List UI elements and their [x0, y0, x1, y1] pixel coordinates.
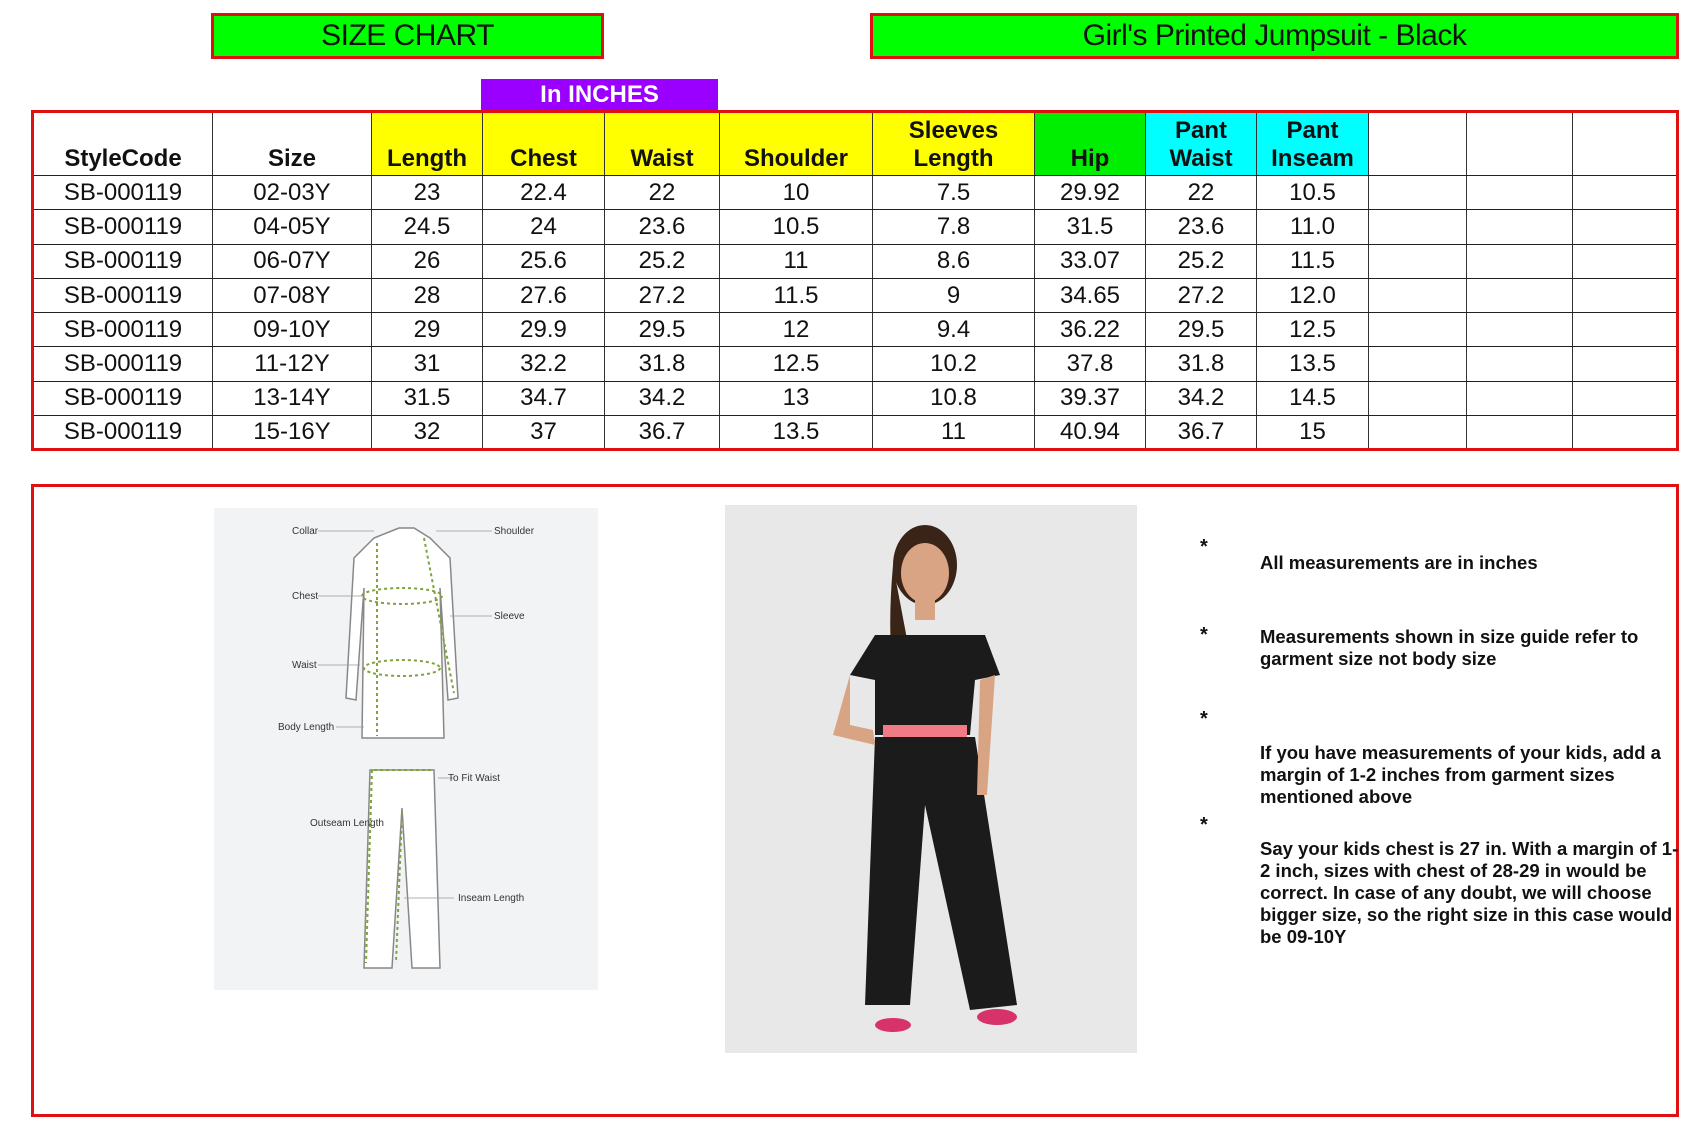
bullet-icon: * [1200, 536, 1208, 558]
note-text: Measurements shown in size guide refer to garment size not body size [1260, 626, 1639, 669]
table-cell: SB-000119 [33, 278, 213, 312]
table-cell: 06-07Y [213, 244, 372, 278]
column-header: Size [213, 112, 372, 176]
table-cell: 7.5 [873, 176, 1035, 210]
column-header: Waist [605, 112, 720, 176]
table-row [33, 347, 1678, 381]
table-cell: 11 [873, 416, 1035, 450]
table-header-row [33, 112, 1678, 176]
table-cell: 15 [1257, 416, 1369, 450]
table-cell: 11 [720, 244, 873, 278]
diagram-label-outseam: Outseam Length [310, 818, 384, 829]
table-row [33, 244, 1678, 278]
table-cell: 36.7 [1146, 416, 1257, 450]
column-header [1573, 112, 1678, 176]
diagram-label-body-length: Body Length [278, 722, 335, 733]
table-cell: 26 [372, 244, 483, 278]
table-cell: 29.5 [605, 313, 720, 347]
table-cell: SB-000119 [33, 244, 213, 278]
column-header: Hip [1035, 112, 1146, 176]
table-cell [1573, 278, 1678, 312]
table-row [33, 210, 1678, 244]
table-cell [1369, 278, 1467, 312]
table-cell: 31.5 [1035, 210, 1146, 244]
table-cell: 31.5 [372, 381, 483, 415]
table-cell: 13.5 [1257, 347, 1369, 381]
measurement-diagram [214, 508, 598, 990]
table-cell: SB-000119 [33, 176, 213, 210]
table-cell [1467, 278, 1573, 312]
table-cell: 22 [605, 176, 720, 210]
table-cell [1573, 416, 1678, 450]
table-cell: SB-000119 [33, 210, 213, 244]
table-cell: 40.94 [1035, 416, 1146, 450]
table-cell [1467, 313, 1573, 347]
product-title [870, 13, 1679, 59]
table-cell: 7.8 [873, 210, 1035, 244]
table-cell: 27.6 [483, 278, 605, 312]
table-cell [1573, 176, 1678, 210]
table-cell: 25.2 [1146, 244, 1257, 278]
table-cell: 11.0 [1257, 210, 1369, 244]
table-cell [1369, 416, 1467, 450]
column-header [1467, 112, 1573, 176]
table-cell: 34.2 [605, 381, 720, 415]
table-cell: 36.22 [1035, 313, 1146, 347]
table-cell [1573, 381, 1678, 415]
table-cell: 31.8 [605, 347, 720, 381]
table-cell: 10.2 [873, 347, 1035, 381]
table-cell: 32.2 [483, 347, 605, 381]
table-cell: 24 [483, 210, 605, 244]
diagram-label-to-fit-waist: To Fit Waist [448, 773, 500, 784]
table-cell [1369, 381, 1467, 415]
table-cell: 34.2 [1146, 381, 1257, 415]
table-cell: 09-10Y [213, 313, 372, 347]
table-cell: 36.7 [605, 416, 720, 450]
column-header: Shoulder [720, 112, 873, 176]
units-badge: In INCHES [481, 79, 718, 110]
column-header: Sleeves Length [873, 112, 1035, 176]
table-cell [1369, 313, 1467, 347]
table-cell: 10 [720, 176, 873, 210]
table-cell [1573, 313, 1678, 347]
table-cell [1369, 176, 1467, 210]
table-cell: 27.2 [605, 278, 720, 312]
table-cell: 22 [1146, 176, 1257, 210]
diagram-label-sleeve: Sleeve [494, 611, 525, 622]
note-text: Say your kids chest is 27 in. With a margin of 1-2 inch, sizes with chest of 28-29 in would be correct. In case of any doubt, we will choose bigger size, so the right size in this case would be 09-10Y [1260, 838, 1679, 947]
table-cell: SB-000119 [63, 418, 183, 446]
table-cell: 28 [372, 278, 483, 312]
table-cell: 11-12Y [213, 347, 372, 381]
table-cell [1467, 381, 1573, 415]
note-text: If you have measurements of your kids, add a margin of 1-2 inches from garment sizes mentioned above [1260, 742, 1661, 807]
table-cell: 22.4 [483, 176, 605, 210]
diagram-label-collar: Collar [292, 526, 319, 537]
table-cell [1467, 244, 1573, 278]
table-cell [1467, 176, 1573, 210]
table-cell: 14.5 [1257, 381, 1369, 415]
table-cell: 34.7 [483, 381, 605, 415]
table-cell: 9.4 [873, 313, 1035, 347]
size-chart-label: SIZE CHART [321, 19, 494, 52]
table-cell: 02-03Y [213, 176, 372, 210]
table-cell: 12.5 [720, 347, 873, 381]
bullet-icon: * [1200, 624, 1208, 646]
column-header: StyleCode [33, 112, 213, 176]
table-cell [1573, 210, 1678, 244]
table-cell [1467, 210, 1573, 244]
column-header: Chest [483, 112, 605, 176]
table-cell: SB-000119 [33, 313, 213, 347]
table-cell: 12.0 [1257, 278, 1369, 312]
column-header: Pant Waist [1146, 112, 1257, 176]
table-cell: 25.6 [483, 244, 605, 278]
diagram-label-chest: Chest [292, 591, 319, 602]
table-cell: 37 [483, 416, 605, 450]
table-cell: SB-000119 [33, 381, 213, 415]
table-cell: 27.2 [1146, 278, 1257, 312]
column-header [1369, 112, 1467, 176]
table-row [33, 176, 1678, 210]
table-cell: 29.5 [1146, 313, 1257, 347]
table-cell: 39.37 [1035, 381, 1146, 415]
table-cell: 9 [873, 278, 1035, 312]
table-cell: 11.5 [1257, 244, 1369, 278]
table-cell: 11.5 [720, 278, 873, 312]
product-title-label: Girl's Printed Jumpsuit - Black [1082, 19, 1467, 52]
table-cell: 15-16Y [213, 416, 372, 450]
table-row [33, 381, 1678, 415]
table-cell: 24.5 [372, 210, 483, 244]
table-cell: 29.9 [483, 313, 605, 347]
table-cell: 8.6 [873, 244, 1035, 278]
bullet-icon: * [1200, 708, 1208, 730]
table-cell: 12 [720, 313, 873, 347]
bullet-icon: * [1200, 814, 1208, 836]
table-cell: 13.5 [720, 416, 873, 450]
table-cell [1573, 347, 1678, 381]
table-cell: 25.2 [605, 244, 720, 278]
table-cell: 13-14Y [213, 381, 372, 415]
table-cell: 07-08Y [213, 278, 372, 312]
table-cell: 31.8 [1146, 347, 1257, 381]
column-header: Pant Inseam [1257, 112, 1369, 176]
table-cell: 29.92 [1035, 176, 1146, 210]
diagram-label-shoulder: Shoulder [494, 526, 535, 537]
product-photo [725, 505, 1137, 1053]
table-cell: 04-05Y [213, 210, 372, 244]
table-cell [1467, 347, 1573, 381]
table-cell: 10.5 [720, 210, 873, 244]
size-table [31, 110, 1679, 451]
table-cell: 33.07 [1035, 244, 1146, 278]
table-cell: 34.65 [1035, 278, 1146, 312]
table-cell: 23 [372, 176, 483, 210]
table-row [33, 416, 1678, 450]
table-cell: 37.8 [1035, 347, 1146, 381]
table-cell: 12.5 [1257, 313, 1369, 347]
table-cell: 31 [372, 347, 483, 381]
diagram-label-inseam: Inseam Length [458, 893, 525, 904]
table-cell: 10.8 [873, 381, 1035, 415]
table-cell: 10.5 [1257, 176, 1369, 210]
table-cell: 23.6 [605, 210, 720, 244]
table-cell: 13 [720, 381, 873, 415]
diagram-label-waist: Waist [292, 660, 317, 671]
table-cell: 32 [372, 416, 483, 450]
column-header: Length [372, 112, 483, 176]
table-cell [1369, 244, 1467, 278]
table-cell [1369, 347, 1467, 381]
note-text: All measurements are in inches [1260, 552, 1538, 573]
table-row [33, 313, 1678, 347]
table-row [33, 278, 1678, 312]
table-cell [1369, 210, 1467, 244]
size-chart-title [211, 13, 604, 59]
table-cell [1573, 244, 1678, 278]
table-cell: 23.6 [1146, 210, 1257, 244]
table-cell [1467, 416, 1573, 450]
table-cell: SB-000119 [33, 347, 213, 381]
table-cell: 29 [372, 313, 483, 347]
